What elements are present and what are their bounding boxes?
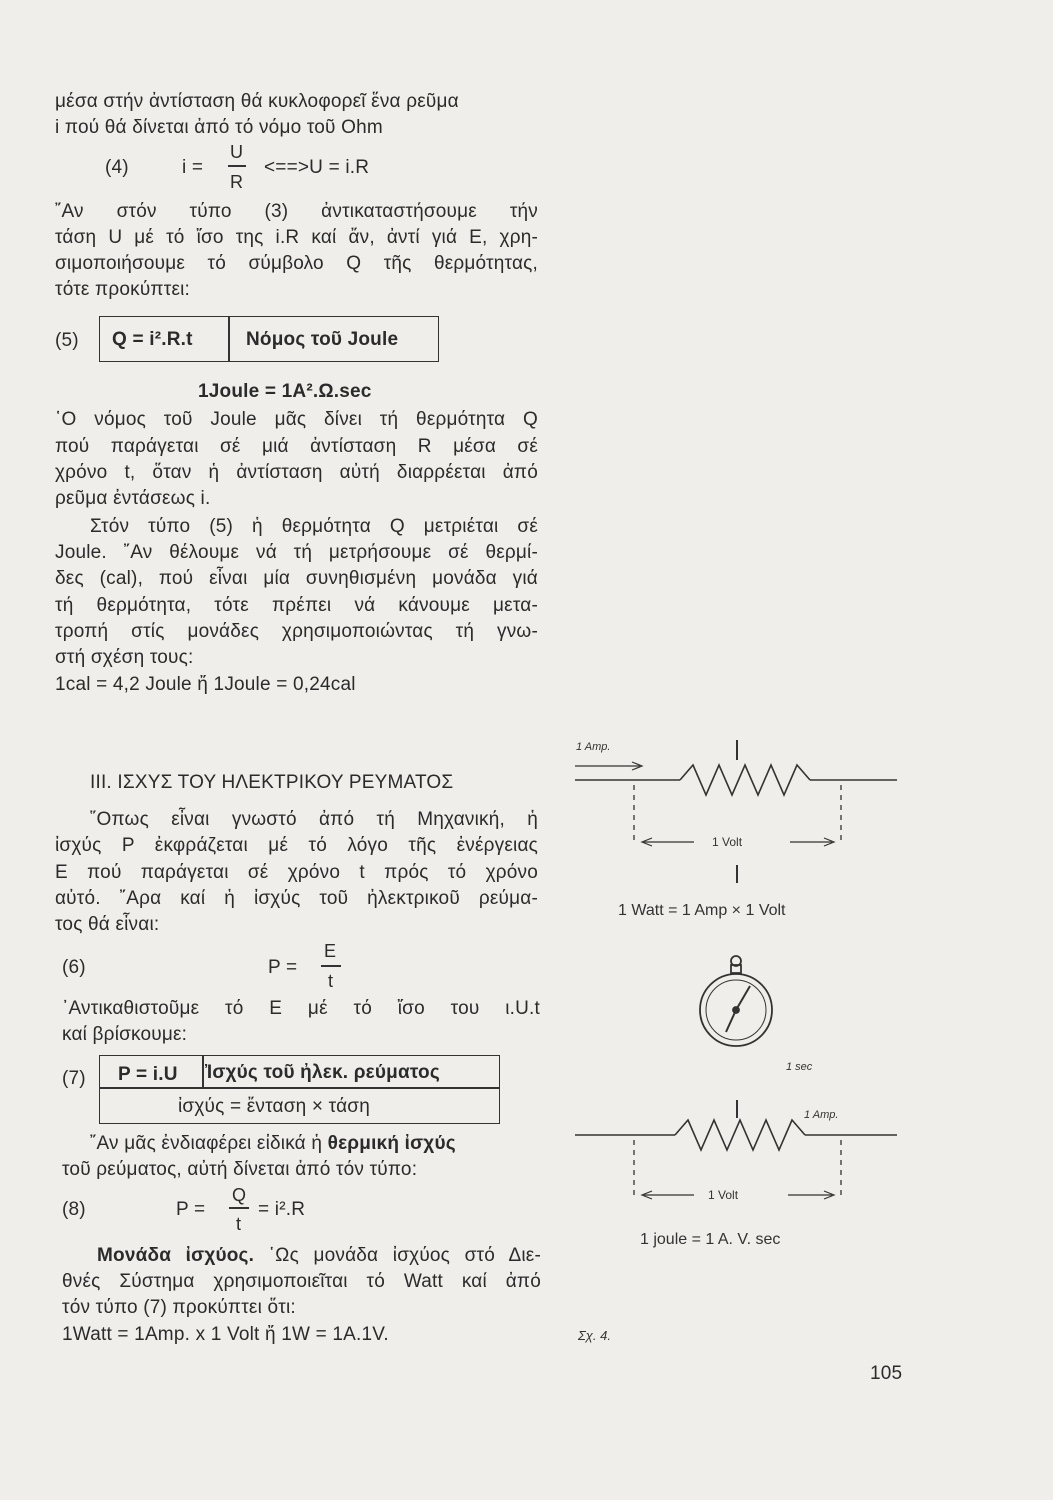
text-line: ἰσχύς P ἐκφράζεται μέ τό λόγο τῆς ἐνέργειας	[55, 835, 538, 856]
fraction-numerator: Q	[232, 1185, 247, 1205]
text-line: χρόνο t, ὅταν ἡ ἀντίσταση αὐτή διαρρέεται ἀπό	[55, 462, 538, 483]
fraction-numerator: U	[230, 142, 244, 162]
text-line: Joule. ῎Αν θέλουμε νά τή μετρήσουμε σέ θερμί-	[55, 542, 538, 563]
joule-law-formula: Q = i².R.t	[112, 329, 193, 350]
figure-label: Σχ. 4.	[578, 1328, 611, 1343]
box-row-divider	[99, 1087, 500, 1089]
equation-number: (4)	[105, 157, 129, 178]
text-line: τόν τύπο (7) προκύπτει ὅτι:	[62, 1297, 296, 1318]
circuit-diagrams	[560, 730, 920, 1360]
equation-lhs: P =	[268, 957, 298, 978]
text-line: 1cal = 4,2 Joule ἤ 1Joule = 0,24cal	[55, 674, 356, 695]
fraction-numerator: E	[324, 941, 337, 961]
sec-label: 1 sec	[786, 1061, 813, 1073]
text-line: καί βρίσκουμε:	[62, 1024, 188, 1045]
fraction-denominator: R	[230, 172, 244, 192]
text-line: τή θερμότητα, τότε πρέπει νά κάνουμε μετα-	[55, 595, 538, 616]
figure-4	[560, 730, 920, 1360]
text-line: πού παράγεται σέ μιά ἀντίσταση R μέσα σέ	[55, 436, 538, 457]
text-line: E πού παράγεται σέ χρόνο t πρός τό χρόνο	[55, 862, 538, 883]
watt-circuit	[575, 740, 897, 883]
text-line: σιμοποιήσουμε τό σύμβολο Q τῆς θερμότητας,	[55, 253, 538, 274]
joule-circuit	[575, 1100, 897, 1199]
text-line: δες (cal), πού εἶναι μία συνηθισμένη μονάδα γιά	[55, 568, 538, 589]
joule-unit-definition: 1Joule = 1A².Ω.sec	[198, 381, 372, 402]
watt-caption: 1 Watt = 1 Amp × 1 Volt	[618, 902, 786, 919]
text-line: τροπή στίς μονάδες χρησιμοποιώντας τή γνω-	[55, 621, 538, 642]
equation-lhs: P =	[176, 1199, 206, 1220]
equation-number: (8)	[62, 1199, 86, 1220]
text-line: ῾Ο νόμος τοῦ Joule μᾶς δίνει τή θερμότητα Q	[55, 409, 538, 430]
text-line: αὐτό. ῎Αρα καί ἡ ἰσχύς τοῦ ἠλεκτρικοῦ ρεύμα-	[55, 888, 538, 909]
fraction-bar	[228, 165, 246, 167]
fraction-bar	[321, 965, 341, 967]
text-span: ῾Ως μονάδα ἰσχύος στό Διε-	[268, 1245, 542, 1266]
joule-law-label: Νόμος τοῦ Joule	[246, 329, 399, 350]
text-line: μέσα στήν ἀντίσταση θά κυκλοφορεῖ ἕνα ρεῦμα	[55, 91, 459, 112]
text-line: ῎Αν στόν τύπο (3) ἀντικαταστήσουμε τήν	[55, 201, 538, 222]
text-line: τοῦ ρεύματος, αὐτή δίνεται ἀπό τόν τύπο:	[62, 1159, 418, 1180]
section-heading: III. ΙΣΧΥΣ ΤΟΥ ΗΛΕΚΤΡΙΚΟΥ ΡΕΥΜΑΤΟΣ	[90, 772, 454, 793]
fraction-denominator: t	[328, 971, 334, 991]
equation-number: (5)	[55, 330, 79, 351]
text-line: i πού θά δίνεται ἀπό τό νόμο τοῦ Ohm	[55, 117, 383, 138]
text-line: Στόν τύπο (5) ἡ θερμότητα Q μετριέται σέ	[90, 516, 538, 537]
text-span: ῎Αν μᾶς ἐνδιαφέρει εἰδικά ἡ	[90, 1133, 323, 1154]
text-line: τάση U μέ τό ἴσο της i.R καί ἄν, ἀντί γιά E, χρη-	[55, 227, 538, 248]
top-amp-label: 1 Amp.	[576, 741, 611, 753]
box-divider	[202, 1055, 204, 1088]
bottom-volt-label: 1 Volt	[708, 1188, 739, 1202]
equation-number: (6)	[62, 957, 86, 978]
power-definition: ἰσχύς = ἔνταση × τάση	[178, 1096, 370, 1117]
text-line	[90, 1133, 456, 1154]
text-line: ῞Οπως εἶναι γνωστό ἀπό τή Μηχανική, ἡ	[90, 809, 538, 830]
joule-caption: 1 joule = 1 A. V. sec	[640, 1231, 781, 1248]
text-line: στή σχέση τους:	[55, 647, 194, 668]
equation-rhs: = i².R	[258, 1199, 306, 1220]
stopwatch-icon	[700, 956, 772, 1046]
power-formula: P = i.U	[118, 1064, 178, 1085]
emphasis-text: θερμική ἰσχύς	[327, 1133, 456, 1154]
bottom-amp-label: 1 Amp.	[804, 1109, 839, 1121]
page-number: 105	[870, 1363, 903, 1384]
equation-rhs: <==>U = i.R	[264, 157, 370, 178]
fraction-denominator: t	[236, 1214, 242, 1234]
equation-lhs: i =	[182, 157, 204, 178]
emphasis-text: Μονάδα ἰσχύος.	[97, 1245, 255, 1266]
text-line: τος θά εἶναι:	[55, 914, 160, 935]
text-line	[97, 1245, 541, 1266]
power-label: Ἰσχύς τοῦ ἠλεκ. ρεύματος	[205, 1062, 440, 1083]
box-divider	[228, 316, 230, 362]
fraction-bar	[229, 1207, 249, 1209]
equation-number: (7)	[62, 1068, 86, 1089]
text-line: ᾿Αντικαθιστοῦμε τό E μέ τό ἴσο του ι.U.t	[62, 998, 540, 1019]
text-line: ρεῦμα ἐντάσεως i.	[55, 488, 211, 509]
text-line: τότε προκύπτει:	[55, 279, 191, 300]
text-line: 1Watt = 1Amp. x 1 Volt ἤ 1W = 1A.1V.	[62, 1324, 389, 1345]
text-line: θνές Σύστημα χρησιμοποιεῖται τό Watt καί ἀπό	[62, 1271, 541, 1292]
top-volt-label: 1 Volt	[712, 835, 743, 849]
